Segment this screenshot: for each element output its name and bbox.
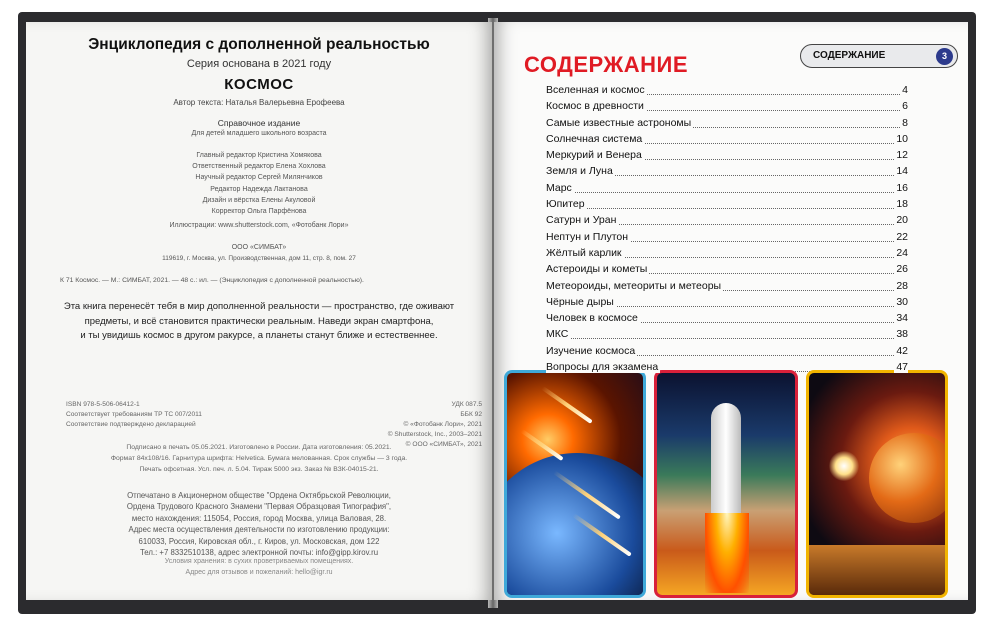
toc-entry-page: 16 <box>896 181 908 194</box>
toc-entry-page: 22 <box>896 230 908 243</box>
intro-line: и ты увидишь космос в другом ракурсе, а планеты станут ближе и естественнее. <box>80 330 438 341</box>
toc-entry-page: 6 <box>902 100 908 113</box>
intro-text <box>26 300 492 344</box>
toc-entry <box>546 214 908 230</box>
toc-dot-leader <box>546 338 908 339</box>
toc-entry <box>546 100 908 116</box>
toc-entry-page: 42 <box>896 344 908 357</box>
credit-line: Главный редактор Кристина Хомякова <box>196 152 322 159</box>
toc-entry <box>546 231 908 247</box>
udk-line: ББК 92 <box>460 411 482 418</box>
printer-line: Ордена Трудового Красного Знамени "Первая Образцовая Типография", <box>126 502 392 512</box>
toc-entry <box>546 84 908 100</box>
meteor-streak <box>541 386 592 424</box>
isbn-block <box>66 400 202 430</box>
planet-surface-shape <box>809 545 945 595</box>
toc-entry-page: 12 <box>896 149 908 162</box>
toc-entry-title: Человек в космосе <box>546 312 638 325</box>
encyclopedia-title: Энциклопедия с дополненной реальностью <box>88 36 430 53</box>
printer-line: Тел.: +7 8332510138, адрес электронной почты: info@gipp.kirov.ru <box>139 548 379 558</box>
toc-entry <box>546 328 908 344</box>
print-info-line: Печать офсетная. Усл. печ. л. 5.04. Тираж 5000 экз. Заказ № ВЗК-04015-21. <box>139 466 379 473</box>
storage-info <box>26 556 492 578</box>
toc-entry-title: Жёлтый карлик <box>546 246 622 259</box>
toc-entry-title: Солнечная система <box>546 132 643 145</box>
toc-entry-page: 34 <box>896 312 908 325</box>
credit-line: Редактор Надежда Лактанова <box>210 185 308 193</box>
toc-entry-page: 47 <box>896 361 908 374</box>
contents-heading: СОДЕРЖАНИЕ <box>524 52 689 77</box>
section-tab-label: СОДЕРЖАНИЕ <box>813 50 886 61</box>
table-of-contents <box>546 84 908 377</box>
storage-line: Условия хранения: в сухих проветриваемых помещениях. <box>164 558 354 565</box>
toc-entry <box>546 312 908 328</box>
toc-entry-title: Вопросы для экзамена <box>546 361 659 374</box>
toc-entry-title: Земля и Луна <box>546 165 613 178</box>
earth-shape <box>504 453 646 598</box>
printer-line: 610033, Россия, Кировская обл., г. Киров, ул. Московская, дом 122 <box>138 536 380 546</box>
isbn-line: Соответствие подтверждено декларацией <box>66 421 196 428</box>
toc-entry-title: Юпитер <box>546 198 585 211</box>
toc-entry-title: Космос в древности <box>546 100 644 113</box>
toc-entry-page: 18 <box>896 198 908 211</box>
credit-line: Ответственный редактор Елена Хохлова <box>192 163 326 171</box>
age-group: Для детей младшего школьного возраста <box>191 130 327 137</box>
author-line: Автор текста: Наталья Валерьевна Ерофеева <box>173 98 345 107</box>
illustrations-credit: Иллюстрации: www.shutterstock.com, «Фотобанк Лори» <box>169 222 349 229</box>
toc-entry <box>546 149 908 165</box>
printer-line: Адрес места осуществления деятельности по изготовлению продукции: <box>128 525 390 535</box>
printer-line: Отпечатано в Акционерном обществе "Ордена Октябрьской Революции, <box>127 491 391 500</box>
contents-page <box>494 22 968 600</box>
toc-entry <box>546 296 908 312</box>
udk-line: © «Фотобанк Лори», 2021 <box>403 421 482 428</box>
toc-entry <box>546 263 908 279</box>
udk-line: © ООО «СИМБАТ», 2021 <box>405 441 482 448</box>
toc-entry-title: Астероиды и кометы <box>546 263 648 276</box>
toc-entry <box>546 165 908 181</box>
toc-entry-title: Самые известные астрономы <box>546 116 692 129</box>
toc-entry-title: МКС <box>546 328 569 341</box>
publisher-name: ООО «СИМБАТ» <box>231 244 287 251</box>
print-info-line: Формат 84х108/16. Гарнитура шрифта: Helvetica. Бумага мелованная. Срок службы — 3 года. <box>110 455 408 462</box>
toc-entry <box>546 182 908 198</box>
meteors-image <box>504 370 646 598</box>
credit-line: Дизайн и вёрстка Елены Акуловой <box>202 196 316 204</box>
toc-entry-page: 8 <box>902 116 908 129</box>
rocket-flame-shape <box>705 513 749 593</box>
publisher-address: 119619, г. Москва, ул. Производственная, дом 11, стр. 8, пом. 27 <box>162 255 356 262</box>
isbn-line: ISBN 978-5-506-06412-1 <box>66 401 140 408</box>
print-info <box>26 442 492 475</box>
credits-list <box>26 150 492 217</box>
toc-entry <box>546 117 908 133</box>
planet-sunrise-image <box>806 370 948 598</box>
toc-dot-leader <box>546 208 908 209</box>
section-tab <box>800 44 958 68</box>
toc-entry-title: Сатурн и Уран <box>546 214 617 227</box>
udk-line: УДК 087.5 <box>451 401 482 408</box>
toc-entry-page: 24 <box>896 246 908 259</box>
toc-entry-title: Марс <box>546 181 572 194</box>
intro-line: предметы, и всё становится практически реальным. Наведи экран смартфона, <box>84 315 434 327</box>
toc-entry <box>546 345 908 361</box>
edition-type: Справочное издание <box>217 118 301 128</box>
toc-entry-page: 26 <box>896 263 908 276</box>
toc-entry-page: 28 <box>896 279 908 292</box>
printer-line: место нахождения: 115054, Россия, город Москва, улица Валовая, 28. <box>131 513 387 523</box>
toc-entry-title: Вселенная и космос <box>546 84 645 96</box>
toc-entry-title: Метеороиды, метеориты и метеоры <box>546 279 722 292</box>
printer-info <box>26 490 492 558</box>
toc-entry <box>546 133 908 149</box>
shuttle-launch-image <box>654 370 798 598</box>
toc-entry-page: 20 <box>896 214 908 227</box>
intro-line: Эта книга перенесёт тебя в мир дополненной реальности — пространство, где оживают <box>63 301 455 312</box>
series-line: Серия основана в 2021 году <box>186 58 332 70</box>
toc-entry-page: 38 <box>896 328 908 341</box>
toc-entry-title: Меркурий и Венера <box>546 149 642 162</box>
toc-entry-title: Нептун и Плутон <box>546 230 629 243</box>
toc-entry-page: 14 <box>896 165 908 178</box>
udk-line: © Shutterstock, Inc., 2003–2021 <box>387 431 482 438</box>
space-shuttle-shape <box>711 403 741 523</box>
credit-line: Научный редактор Сергей Милянчиков <box>195 174 323 182</box>
meteor-streak <box>520 429 563 461</box>
toc-dot-leader <box>546 192 908 193</box>
storage-line: Адрес для отзывов и пожеланий: hello@igr.ru <box>185 569 333 576</box>
toc-entry-title: Изучение космоса <box>546 344 636 357</box>
page-number-badge: 3 <box>936 48 953 65</box>
toc-entry-title: Чёрные дыры <box>546 295 614 308</box>
toc-entry-page: 30 <box>896 295 908 308</box>
toc-entry-page: 4 <box>902 84 908 96</box>
print-info-line: Подписано в печать 05.05.2021. Изготовлено в России. Дата изготовления: 05.2021. <box>126 444 392 451</box>
catalog-line: К 71 Космос. — М.: СИМБАТ, 2021. — 48 с.: ил. — (Энциклопедия с дополненной реальностью). <box>60 277 364 284</box>
toc-entry <box>546 247 908 263</box>
planet-shape <box>869 433 948 523</box>
toc-entry <box>546 198 908 214</box>
isbn-line: Соответствует требованиям ТР ТС 007/2011 <box>66 411 202 418</box>
book-title: КОСМОС <box>224 76 294 93</box>
toc-entry-page: 10 <box>896 132 908 145</box>
credit-line: Корректор Ольга Парфёнова <box>211 208 307 216</box>
imprint-page <box>26 22 492 600</box>
toc-entry <box>546 280 908 296</box>
sun-glow-shape <box>829 451 859 481</box>
